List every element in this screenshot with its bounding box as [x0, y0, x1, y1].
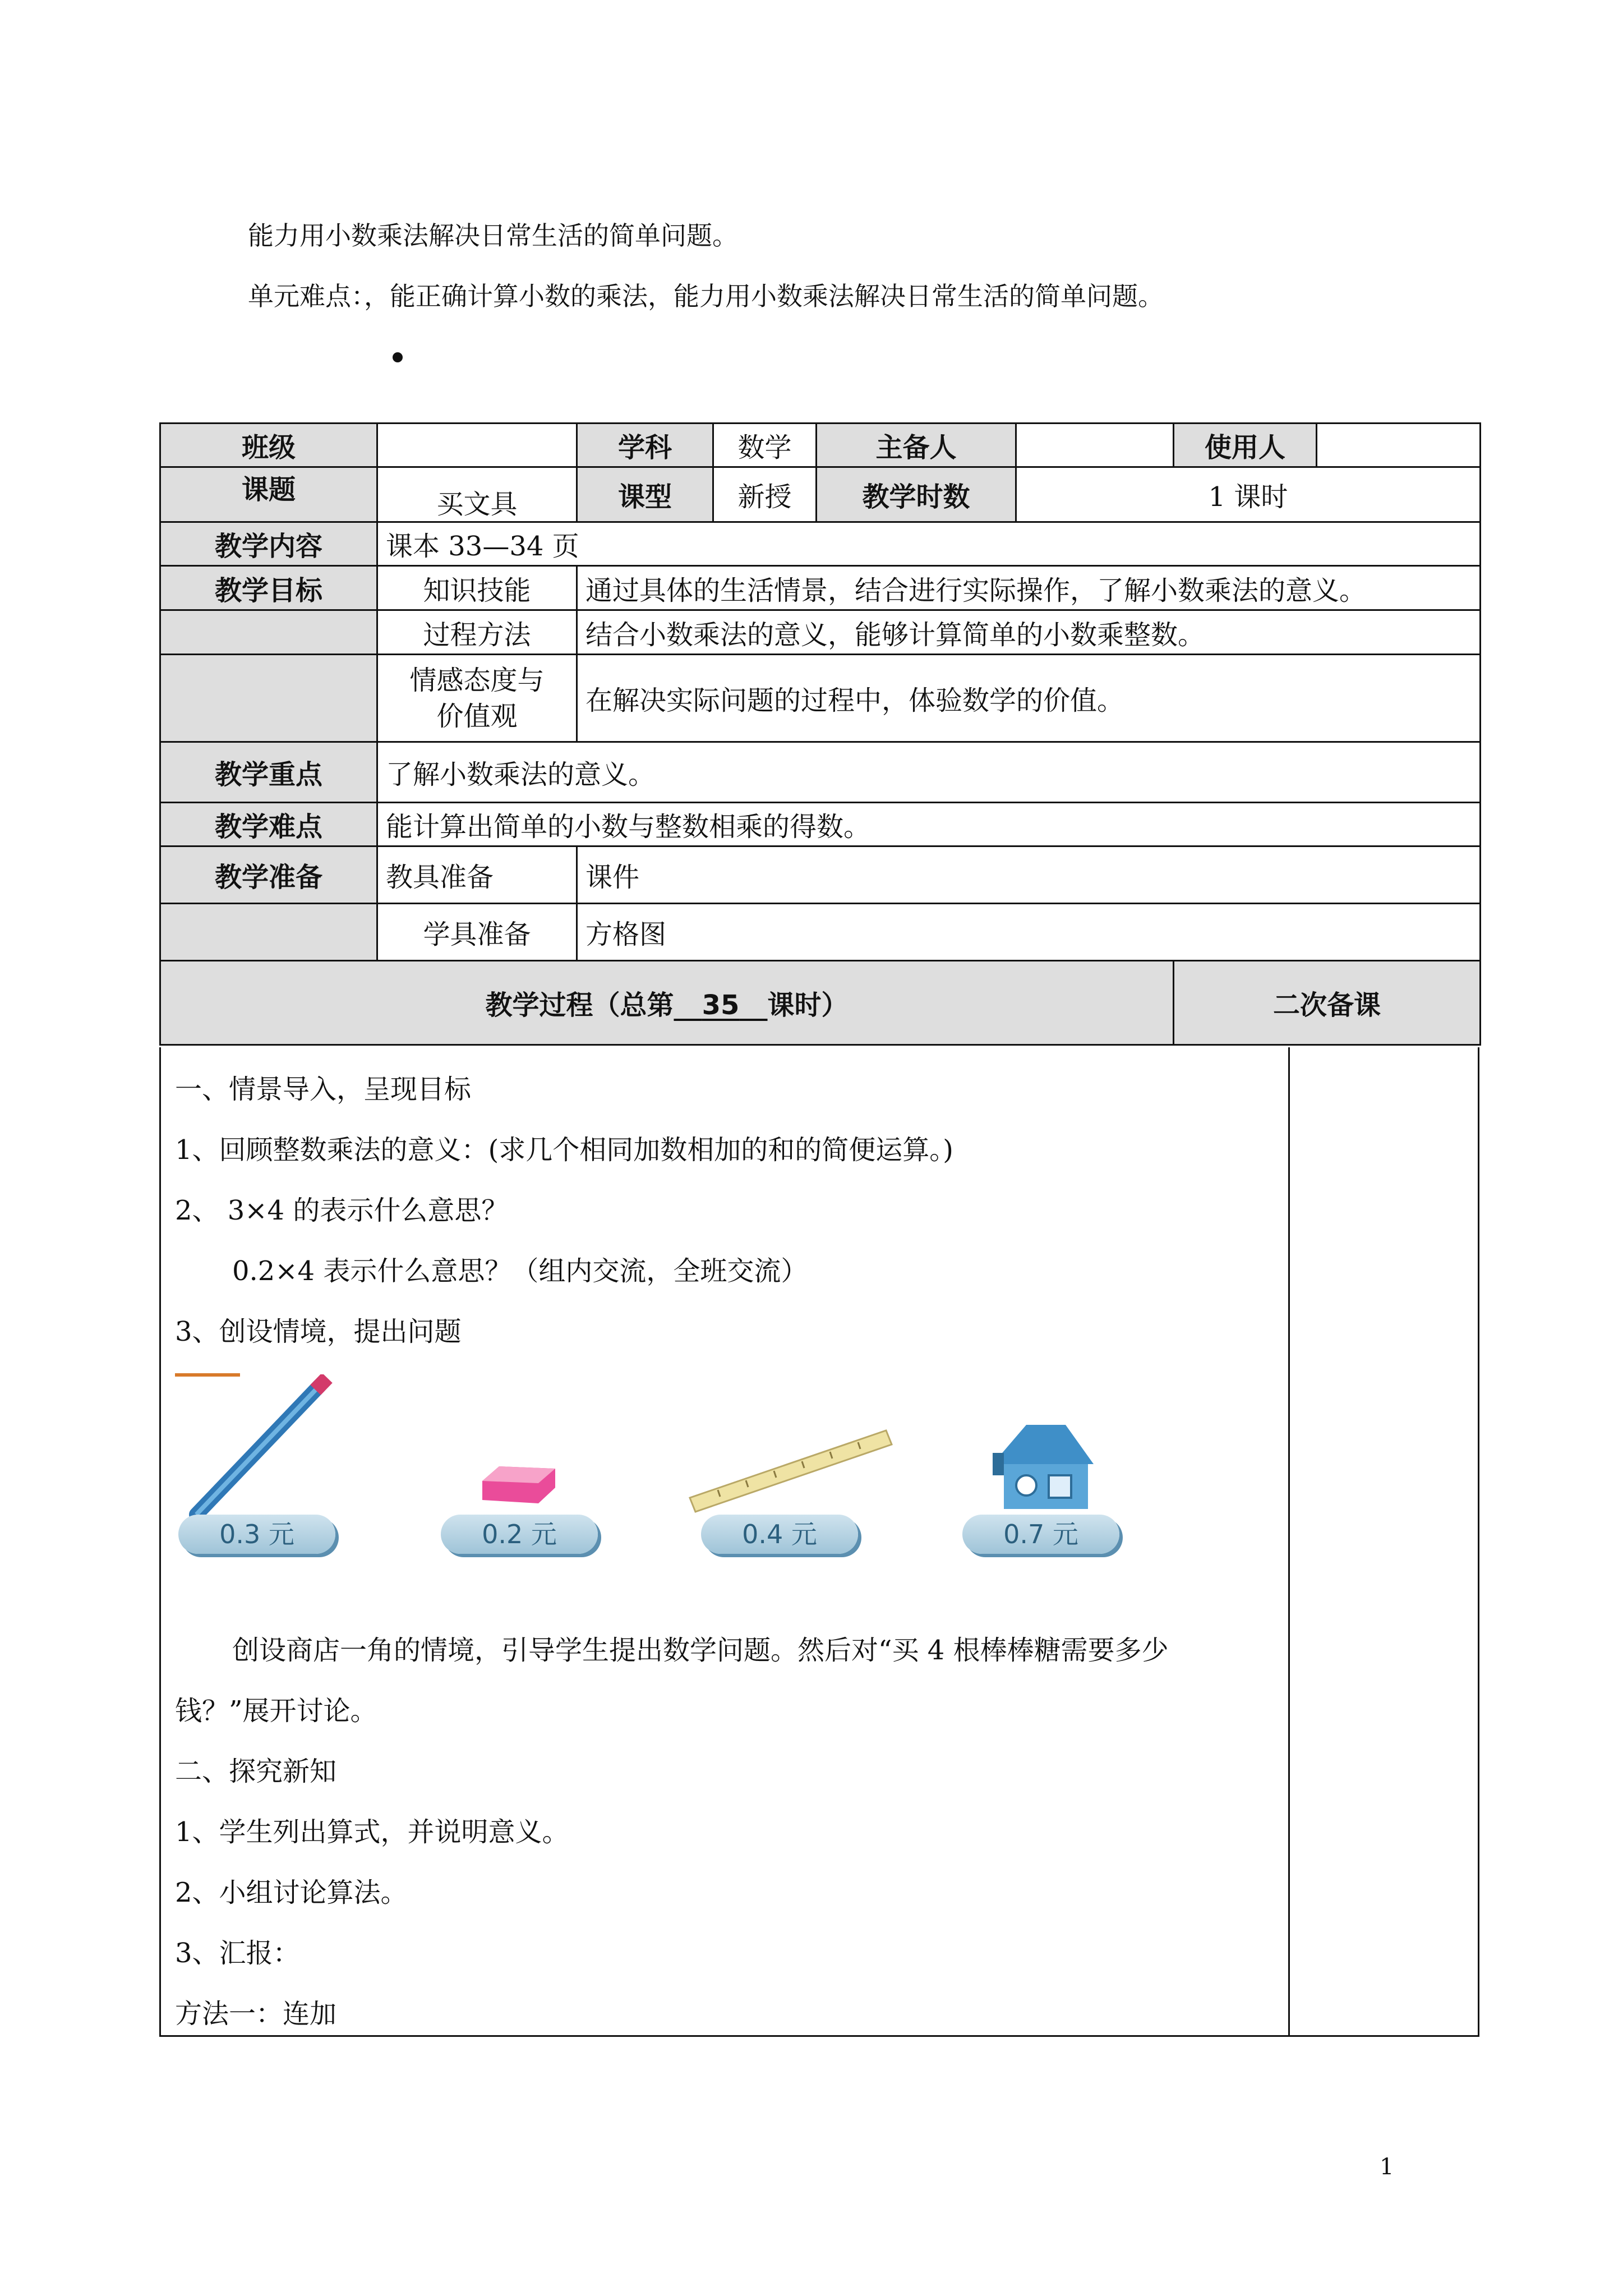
intro-line-1: 能力用小数乘法解决日常生活的简单问题。	[248, 220, 738, 251]
objectives-blank-2	[160, 655, 377, 742]
ruler-icon	[684, 1414, 897, 1515]
difficulty-value: 能计算出简单的小数与整数相乘的得数。	[377, 803, 1481, 846]
subject-value: 数学	[713, 424, 817, 467]
house-sharpener-icon	[981, 1419, 1099, 1515]
process-line-8: 二、探究新知	[175, 1756, 337, 1787]
content-value: 课本 33—34 页	[377, 522, 1481, 566]
process-method-value: 结合小数乘法的意义，能够计算简单的小数乘整数。	[577, 610, 1481, 655]
process-line-9: 1、学生列出算式，并说明意义。	[175, 1816, 569, 1848]
process-line-5: 3、创设情境，提出问题	[175, 1316, 462, 1347]
process-line-6: 创设商店一角的情境，引导学生提出数学问题。然后对“买 4 根棒棒糖需要多少	[232, 1635, 1169, 1666]
hours-label: 教学时数	[817, 467, 1016, 522]
process-line-7: 钱？”展开讨论。	[175, 1695, 377, 1727]
process-line-11: 3、汇报：	[175, 1938, 300, 1969]
student-prep-value: 方格图	[577, 904, 1481, 961]
preparation-blank	[160, 904, 377, 961]
preparer-label: 主备人	[817, 424, 1016, 467]
process-line-1: 一、情景导入，呈现目标	[175, 1074, 472, 1105]
hours-value: 1 课时	[1016, 467, 1481, 522]
student-prep-label: 学具准备	[377, 904, 577, 961]
objectives-label: 教学目标	[160, 566, 377, 610]
page-number: 1	[1380, 2154, 1394, 2180]
process-line-4: 0.2×4 表示什么意思？（组内交流，全班交流）	[232, 1255, 808, 1287]
process-method-label: 过程方法	[377, 610, 577, 655]
process-line-2: 1、回顾整数乘法的意义：(求几个相同加数相加的和的简便运算。)	[175, 1134, 953, 1166]
topic-value: 买文具	[377, 467, 577, 522]
process-line-10: 2、小组讨论算法。	[175, 1877, 408, 1908]
eraser-icon	[477, 1458, 561, 1509]
type-label: 课型	[577, 467, 713, 522]
knowledge-skills-value: 通过具体的生活情景，结合进行实际操作，了解小数乘法的意义。	[577, 566, 1481, 610]
class-label: 班级	[160, 424, 377, 467]
class-value	[377, 424, 577, 467]
knowledge-skills-label: 知识技能	[377, 566, 577, 610]
subject-label: 学科	[577, 424, 713, 467]
bullet-dot	[393, 352, 403, 362]
key-point-value: 了解小数乘法的意义。	[377, 742, 1481, 803]
attitude-label: 情感态度与 价值观	[377, 655, 577, 742]
second-prep-header: 二次备课	[1174, 961, 1481, 1045]
difficulty-label: 教学难点	[160, 803, 377, 846]
process-line-12: 方法一：连加	[175, 1998, 337, 2030]
objectives-blank	[160, 610, 377, 655]
process-column-divider	[1288, 1047, 1290, 2037]
topic-label: 课题	[160, 467, 377, 522]
content-label: 教学内容	[160, 522, 377, 566]
eraser-price-tag: 0.2 元	[441, 1515, 598, 1554]
type-value: 新授	[713, 467, 817, 522]
process-line-3: 2、 3×4 的表示什么意思？	[175, 1195, 509, 1226]
pencil-icon	[185, 1374, 342, 1526]
intro-line-2: 单元难点：，能正确计算小数的乘法，能力用小数乘法解决日常生活的简单问题。	[248, 281, 1164, 311]
process-header: 教学过程（总第 35 课时）	[160, 961, 1174, 1045]
preparer-value	[1016, 424, 1174, 467]
user-label: 使用人	[1174, 424, 1317, 467]
pencil-price-tag: 0.3 元	[178, 1515, 335, 1554]
ruler-price-tag: 0.4 元	[701, 1515, 858, 1554]
teacher-prep-value: 课件	[577, 846, 1481, 904]
user-value	[1317, 424, 1481, 467]
attitude-value: 在解决实际问题的过程中，体验数学的价值。	[577, 655, 1481, 742]
lesson-plan-table	[159, 422, 1481, 1046]
teacher-prep-label: 教具准备	[377, 846, 577, 904]
preparation-label: 教学准备	[160, 846, 377, 904]
key-point-label: 教学重点	[160, 742, 377, 803]
sharpener-price-tag: 0.7 元	[962, 1515, 1119, 1554]
